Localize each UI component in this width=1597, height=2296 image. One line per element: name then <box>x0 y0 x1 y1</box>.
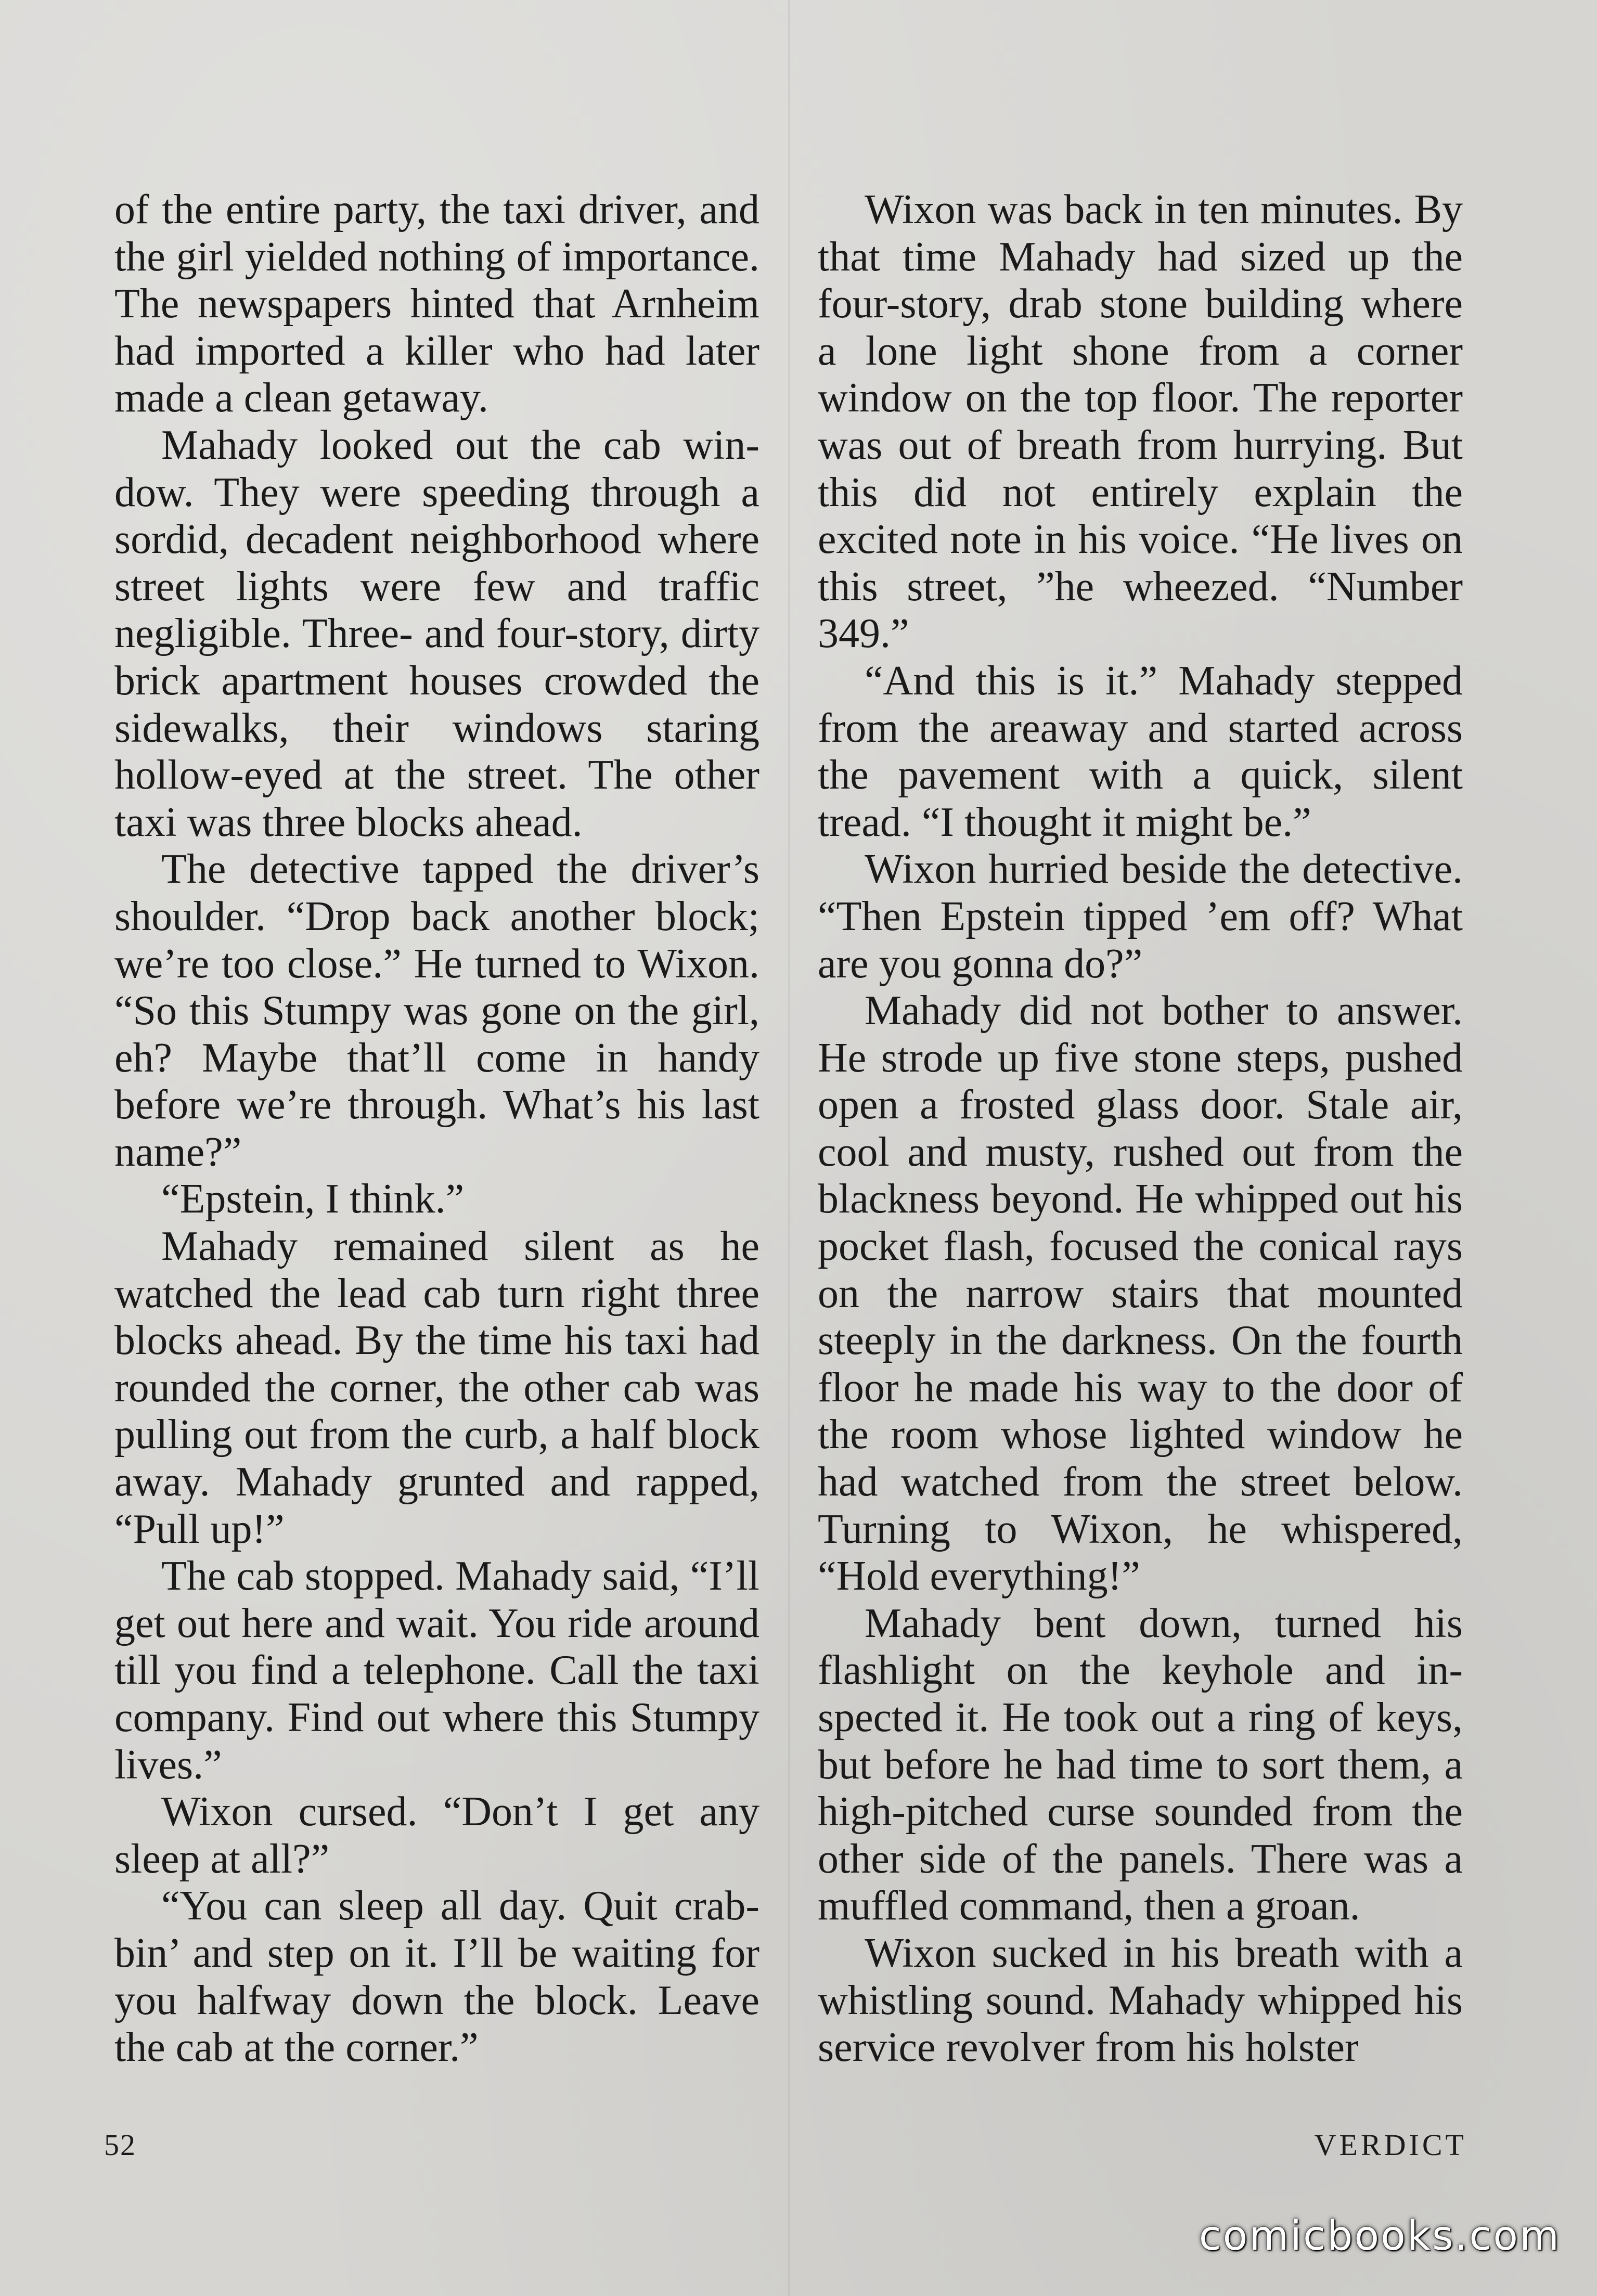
paragraph: Wixon sucked in his breath with a whistling sound. Mahady whipped his service revolver from his holster <box>818 1930 1463 2071</box>
paragraph: The cab stopped. Mahady said, “I’ll get out here and wait. You ride around till you find a telephone. Call the taxi company. Find out where this Stumpy lives.” <box>114 1553 759 1788</box>
paragraph: of the entire party, the taxi driver, and the girl yielded nothing of importance. The newspapers hinted that Arnheim had imported a killer who had later made a clean getaway. <box>114 187 759 421</box>
page-fold <box>788 0 790 2296</box>
paragraph: Mahady remained silent as he watched the lead cab turn right three blocks ahead. By the time his taxi had rounded the corner, the other cab was pulling out from the curb, a half block away. Mahady grunted and rapped, “Pull up!” <box>114 1223 759 1552</box>
paragraph: Wixon hurried beside the detective. “Then Epstein tipped ’em off? What are you gonna do?” <box>818 846 1463 987</box>
paragraph: Wixon was back in ten minutes. By that time Mahady had sized up the four-story, drab stone building where a lone light shone from a corner window on the top floor. The reporter was out of breath from hurrying. But this did not entirely explain the excited note in his voice. “He lives on this street, ”he wheezed. “Number 349.” <box>818 187 1463 657</box>
page-number: 52 <box>104 2128 136 2162</box>
site-watermark: comicbooks.com <box>1199 2213 1561 2260</box>
paragraph: Mahady looked out the cab window. They were speeding through a sordid, decadent neighborhood where street lights were few and traffic negligible. Three- and four-story, dirty brick apartment houses crowded the sidewalks, their windows staring hollow-eyed at the street. The other taxi was three blocks ahead. <box>114 422 759 845</box>
paragraph: Mahady did not bother to answer. He strode up five stone steps, pushed open a frosted glass door. Stale air, cool and musty, rushed out from the blackness beyond. He whipped out his pocket flash, focused the conical rays on the narrow stairs that mounted steeply in the darkness. On the fourth floor he made his way to the door of the room whose lighted window he had watched from the street below. Turning to Wixon, he whispered, “Hold everything!” <box>818 988 1463 1600</box>
paragraph: The detective tapped the driver’s shoulder. “Drop back another block; we’re too close.” He turned to Wixon. “So this Stumpy was gone on the girl, eh? Maybe that’ll come in handy before we’re through. What’s his last name?” <box>114 846 759 1175</box>
left-column <box>114 186 759 2071</box>
magazine-title: VERDICT <box>1314 2128 1467 2162</box>
paragraph: “And this is it.” Mahady stepped from the areaway and started across the pavement with a quick, silent tread. “I thought it might be.” <box>818 657 1463 845</box>
right-column <box>818 186 1463 2071</box>
paragraph: Mahady bent down, turned his flashlight on the keyhole and inspected it. He took out a ring of keys, but before he had time to sort them, a high-pitched curse sounded from the other side of the panels. There was a muffled command, then a groan. <box>818 1600 1463 1929</box>
paragraph: “You can sleep all day. Quit crabbin’ and step on it. I’ll be waiting for you halfway down the block. Leave the cab at the corner.” <box>114 1883 759 2071</box>
paragraph: “Epstein, I think.” <box>161 1176 465 1222</box>
paragraph: Wixon cursed. “Don’t I get any sleep at all?” <box>114 1789 759 1882</box>
